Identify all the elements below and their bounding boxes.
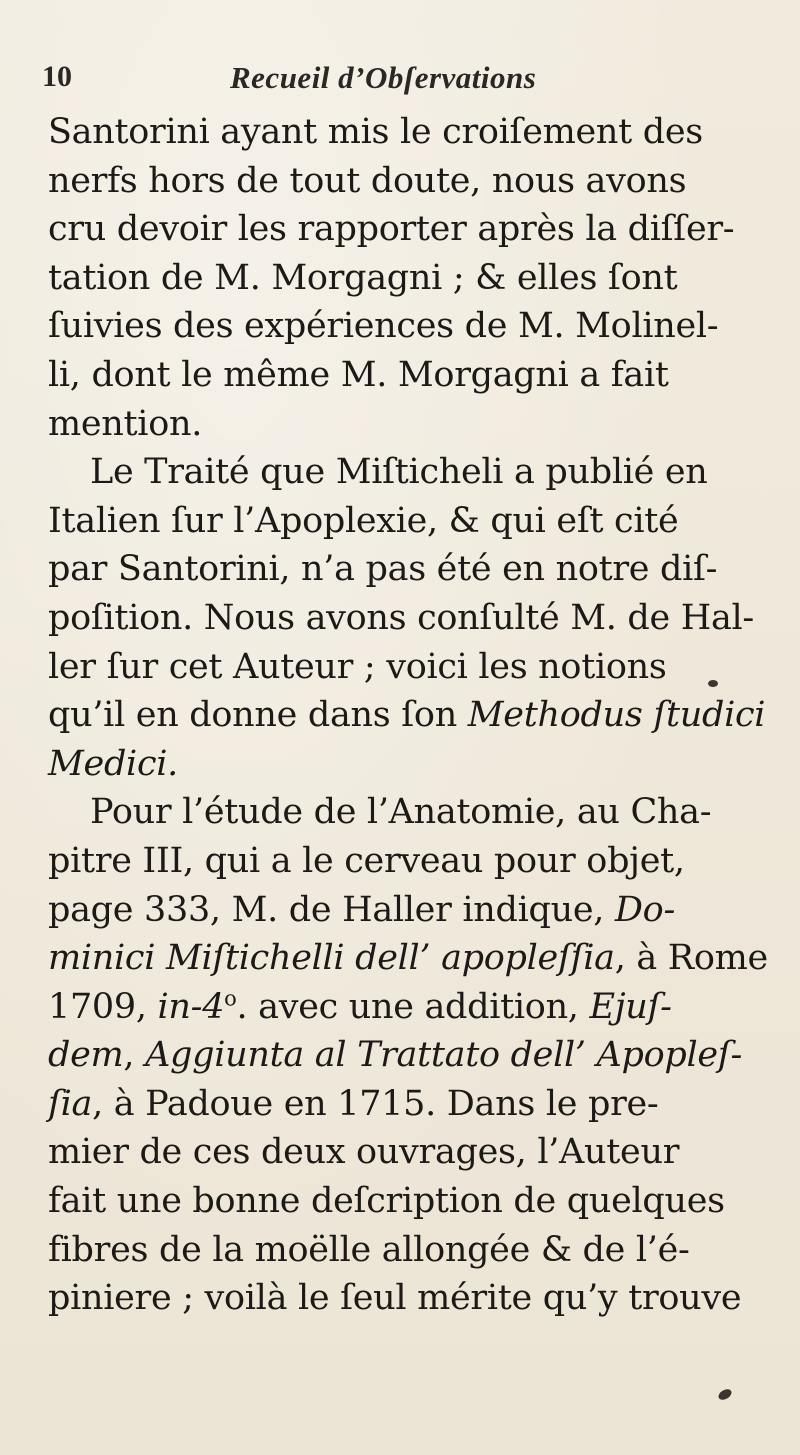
text-line: mention. bbox=[48, 403, 203, 444]
book-title-methodus: Methodus ſtudici bbox=[467, 695, 766, 736]
ink-speck bbox=[717, 1387, 734, 1402]
text-line: pitre III, qui a le cerveau pour objet, bbox=[48, 840, 685, 881]
text-line: nerfs hors de tout doute, nous avons bbox=[48, 160, 687, 201]
text-line bbox=[48, 1080, 763, 1129]
latin-dem: dem bbox=[48, 1035, 124, 1076]
text-line: li, dont le même M. Morgagni a fait bbox=[48, 354, 669, 395]
text-line bbox=[48, 691, 766, 740]
text-line: piniere ; voilà le ſeul mérite qu’y trouve bbox=[48, 1278, 742, 1319]
text-line bbox=[48, 983, 763, 1032]
text-line bbox=[48, 886, 763, 935]
text-line: mier de ces deux ouvrages, l’Auteur bbox=[48, 1132, 680, 1173]
page-header bbox=[0, 60, 800, 100]
text-segment: page 333, M. de Haller indique, bbox=[48, 889, 605, 930]
text-line: fibres de la moëlle allongée & de l’é- bbox=[48, 1229, 690, 1270]
text-line bbox=[48, 1031, 763, 1080]
page-number: 10 bbox=[42, 60, 72, 93]
text-segment: 1709, bbox=[48, 986, 147, 1027]
format-superscript: o bbox=[224, 986, 237, 1011]
text-line: cru devoir les rapporter après la diſſer- bbox=[48, 209, 735, 250]
text-segment: . avec une addition, bbox=[236, 986, 579, 1027]
text-segment: , à Padoue en 1715. Dans le pre- bbox=[92, 1083, 659, 1124]
latin-ejusdem: Ejuſ- bbox=[589, 986, 672, 1027]
text-line: Italien ſur l’Apoplexie, & qui eſt cité bbox=[48, 500, 679, 541]
text-segment: qu’il en donne dans ſon bbox=[48, 695, 457, 736]
book-title-mistichelli: minici Miſtichelli dell’ apopleſſia bbox=[48, 938, 615, 979]
paragraph-start: Le Traité que Miſticheli a publié en bbox=[90, 452, 708, 493]
text-line: Santorini ayant mis le croiſement des bbox=[48, 112, 703, 152]
book-title-fragment: Do- bbox=[614, 889, 675, 930]
book-title-end: ſia bbox=[48, 1083, 93, 1124]
ink-speck bbox=[708, 680, 718, 687]
format-in-quarto: in-4 bbox=[157, 986, 225, 1027]
book-title-aggiunta: Aggiunta al Trattato dell’ Apopleſ- bbox=[145, 1035, 742, 1076]
running-title: Recueil d’Obſervations bbox=[230, 60, 537, 95]
body-text bbox=[48, 108, 768, 1323]
text-line: ſuivies des expériences de M. Molinel- bbox=[48, 306, 719, 347]
text-line: par Santorini, n’a pas été en notre diſ- bbox=[48, 549, 718, 590]
text-segment: , bbox=[123, 1035, 135, 1076]
text-line: ler ſur cet Auteur ; voici les notions bbox=[48, 646, 667, 687]
text-line: tation de M. Morgagni ; & elles ſont bbox=[48, 257, 678, 298]
book-title-medici: Medici. bbox=[48, 743, 178, 784]
text-line: fait une bonne deſcription de quelques bbox=[48, 1181, 725, 1222]
text-segment: , à Rome bbox=[614, 938, 768, 979]
paragraph-start: Pour l’étude de l’Anatomie, au Cha- bbox=[90, 792, 712, 833]
text-line: poſition. Nous avons conſulté M. de Hal- bbox=[48, 597, 754, 638]
text-line bbox=[48, 934, 768, 983]
